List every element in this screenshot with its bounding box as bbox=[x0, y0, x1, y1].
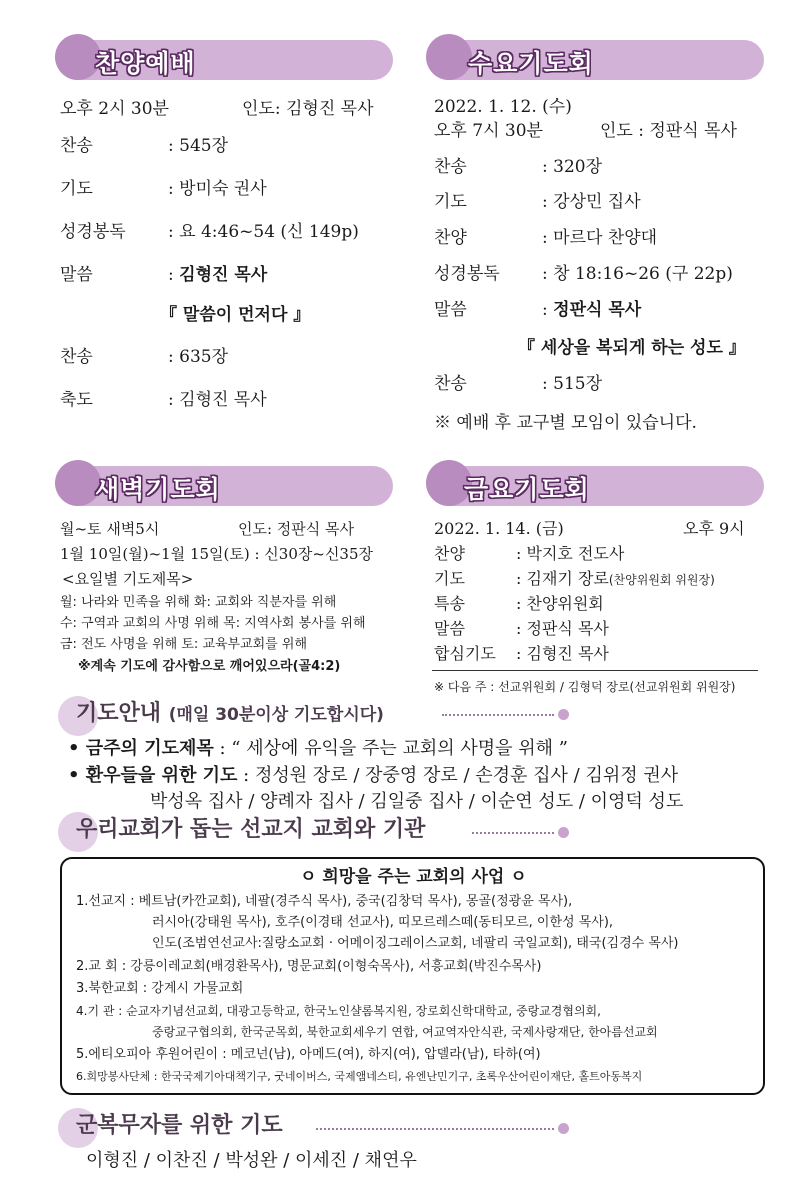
dawn-line: 금: 전도 사명을 위해 토: 교육부교회를 위해 bbox=[60, 637, 308, 652]
wednesday-row: 기도 : 강상민 집사 bbox=[434, 192, 641, 212]
dawn-line: 월: 나라와 민족을 위해 화: 교회와 직분자를 위해 bbox=[60, 595, 337, 610]
friday-date: 2022. 1. 14. (금) bbox=[434, 519, 564, 538]
wednesday-row: 찬양 : 마르다 찬양대 bbox=[434, 228, 658, 248]
missions-line: 2.교 회 : 강릉이레교회(배경환목사), 명문교회(이형숙목사), 서흥교회(박진수목사) bbox=[76, 959, 542, 974]
sunday-leader: 인도: 김형진 목사 bbox=[242, 99, 374, 119]
dawn-verse: ※계속 기도에 감사함으로 깨어있으라(골4:2) bbox=[78, 659, 341, 674]
friday-row: 찬양 : 박지호 전도사 bbox=[434, 544, 625, 563]
prayer-sick-line1: : 정성원 장로 / 장중영 장로 / 손경훈 집사 / 김위정 권사 bbox=[243, 765, 679, 786]
missions-line: 5.에티오피아 후원어린이 : 메코넌(남), 아메드(여), 하지(여), 압델라(남), 타하(여) bbox=[76, 1047, 541, 1062]
missions-line: 1.선교지 : 베트남(카깐교회), 네팔(경주식 목사), 중국(김창덕 목사), 몽골(정광윤 목사), bbox=[76, 894, 573, 909]
sunday-row: 찬송 : 635장 bbox=[60, 347, 229, 367]
friday-header-title: 금요기도회 bbox=[464, 475, 590, 504]
row-value: 박지호 전도사 bbox=[526, 544, 625, 563]
row-label: 성경봉독 bbox=[60, 222, 126, 242]
row-label: 합심기도 bbox=[434, 644, 496, 663]
heading-dotted-line bbox=[442, 714, 554, 716]
row-value: 545장 bbox=[179, 136, 229, 156]
dawn-header-title: 새벽기도회 bbox=[95, 475, 221, 504]
prayer-sick bbox=[68, 765, 678, 787]
wednesday-header bbox=[428, 40, 764, 80]
wednesday-header-title: 수요기도회 bbox=[468, 49, 594, 78]
prayer-sick-label: • 환우들을 위한 기도 bbox=[68, 765, 238, 786]
row-label: 기도 bbox=[434, 569, 465, 588]
sunday-row: 말씀 : 김형진 목사 bbox=[60, 265, 268, 285]
row-label: 말씀 bbox=[434, 619, 465, 638]
missions-line: 인도(조범연선교사:질랑소교회 · 어메이징그레이스교회, 네팔리 국일교회), 태국(김경수 목사) bbox=[152, 936, 679, 951]
row-value: 강상민 집사 bbox=[553, 192, 641, 212]
row-value: 찬양위원회 bbox=[526, 594, 604, 613]
row-value: 정판식 목사 bbox=[526, 619, 609, 638]
row-label: 성경봉독 bbox=[434, 264, 500, 284]
dawn-subtitle: <요일별 기도제목> bbox=[62, 570, 194, 588]
sunday-header bbox=[57, 40, 393, 80]
row-label: 말씀 bbox=[60, 265, 93, 285]
row-label: 찬양 bbox=[434, 228, 467, 248]
military-names: 이형진 / 이찬진 / 박성완 / 이세진 / 채연우 bbox=[86, 1150, 417, 1171]
friday-row: 특송 : 찬양위원회 bbox=[434, 594, 604, 613]
sunday-row: 성경봉독 : 요 4:46~54 (신 149p) bbox=[60, 222, 359, 242]
sunday-row: 찬송 : 545장 bbox=[60, 136, 229, 156]
dawn-range: 1월 10일(월)~1월 15일(토) : 신30장~신35장 bbox=[60, 545, 374, 563]
row-value: 창 18:16~26 (구 22p) bbox=[553, 264, 733, 284]
prayer-guide-title: 기도안내 bbox=[76, 701, 162, 726]
row-value: 635장 bbox=[179, 347, 229, 367]
friday-next: ※ 다음 주 : 선교위원회 / 김형덕 장로(선교위원회 위원장) bbox=[434, 680, 736, 694]
missions-heading bbox=[58, 812, 425, 843]
row-label: 기도 bbox=[60, 179, 93, 199]
military-title: 군복무자를 위한 기도 bbox=[76, 1113, 283, 1138]
missions-line: 3.북한교회 : 강계시 가물교회 bbox=[76, 981, 244, 996]
row-label: 말씀 bbox=[434, 300, 467, 320]
prayer-topic-label: • 금주의 기도제목 bbox=[68, 738, 214, 759]
row-label: 찬송 bbox=[60, 347, 93, 367]
missions-line: 4.기 관 : 순교자기념선교회, 대광고등학교, 한국노인샬롬복지원, 장로회신학대학교, 중랑교경협의회, bbox=[76, 1004, 601, 1018]
prayer-sick-line2: 박성옥 집사 / 양례자 집사 / 김일중 집사 / 이순연 성도 / 이영덕 성도 bbox=[150, 791, 684, 812]
wednesday-sermon-title: 『 세상을 복되게 하는 성도 』 bbox=[518, 338, 746, 358]
row-label: 특송 bbox=[434, 594, 465, 613]
sunday-row: 축도 : 김형진 목사 bbox=[60, 390, 267, 410]
prayer-guide-subtitle: (매일 30분이상 기도합시다) bbox=[168, 705, 384, 725]
heading-dotted-line bbox=[472, 832, 554, 834]
row-value: 정판식 목사 bbox=[553, 300, 642, 320]
missions-line: 중랑교구협의회, 한국군목회, 북한교회세우기 연합, 여교역자안식관, 국제사랑재단, 한아름선교회 bbox=[152, 1025, 658, 1039]
wednesday-row: 찬송 : 515장 bbox=[434, 374, 603, 394]
row-label: 찬송 bbox=[434, 374, 467, 394]
friday-row: 기도 : 김재기 장로(찬양위원회 위원장) bbox=[434, 569, 715, 588]
military-heading bbox=[58, 1108, 283, 1139]
row-label: 찬송 bbox=[434, 157, 467, 177]
row-value: 515장 bbox=[553, 374, 603, 394]
row-label: 축도 bbox=[60, 390, 93, 410]
row-value: 방미숙 권사 bbox=[179, 179, 267, 199]
friday-row: 합심기도 : 김형진 목사 bbox=[434, 644, 609, 663]
row-value: 김형진 목사 bbox=[179, 390, 267, 410]
sunday-sermon-title: 『 말씀이 먼저다 』 bbox=[160, 305, 311, 325]
sunday-time: 오후 2시 30분 bbox=[60, 99, 169, 119]
row-value: 김형진 목사 bbox=[526, 644, 609, 663]
wednesday-row: 찬송 : 320장 bbox=[434, 157, 603, 177]
sunday-header-title: 찬양예배 bbox=[95, 49, 196, 78]
dawn-line: 수: 구역과 교회의 사명 위해 목: 지역사회 봉사를 위해 bbox=[60, 616, 366, 631]
heading-end-dot-icon bbox=[558, 827, 569, 838]
wednesday-note: ※ 예배 후 교구별 모임이 있습니다. bbox=[434, 413, 697, 433]
prayer-guide-heading bbox=[58, 696, 384, 727]
wednesday-date: 2022. 1. 12. (수) bbox=[434, 97, 572, 117]
missions-box-title: ㅇ 희망을 주는 교회의 사업 ㅇ bbox=[300, 867, 527, 887]
row-value: 김재기 장로 bbox=[526, 569, 609, 588]
friday-time: 오후 9시 bbox=[683, 519, 745, 538]
friday-row: 말씀 : 정판식 목사 bbox=[434, 619, 609, 638]
prayer-topic-text: : “ 세상에 유익을 주는 교회의 사명을 위해 ” bbox=[219, 738, 568, 759]
friday-divider bbox=[432, 670, 758, 671]
missions-line: 6.희망봉사단체 : 한국국제기아대책기구, 굿네이버스, 국제앰네스티, 유엔난민기구, 초록우산어린이재단, 홀트아동복지 bbox=[76, 1070, 643, 1083]
row-label: 기도 bbox=[434, 192, 467, 212]
prayer-topic bbox=[68, 738, 568, 760]
dawn-leader: 인도: 정판식 목사 bbox=[238, 520, 355, 538]
wednesday-row: 말씀 : 정판식 목사 bbox=[434, 300, 642, 320]
heading-end-dot-icon bbox=[558, 1123, 569, 1134]
dawn-days: 월~토 새벽5시 bbox=[60, 520, 160, 538]
missions-title: 우리교회가 돕는 선교지 교회와 기관 bbox=[76, 817, 426, 842]
wednesday-leader: 인도 : 정판식 목사 bbox=[600, 121, 737, 141]
missions-line: 러시아(강태원 목사), 호주(이경태 선교사), 띠모르레스떼(동티모르, 이한성 목사), bbox=[152, 915, 614, 930]
row-label: 찬송 bbox=[60, 136, 93, 156]
wednesday-row: 성경봉독 : 창 18:16~26 (구 22p) bbox=[434, 264, 733, 284]
row-label: 찬양 bbox=[434, 544, 465, 563]
row-value: 김형진 목사 bbox=[179, 265, 268, 285]
row-value: 요 4:46~54 (신 149p) bbox=[179, 222, 359, 242]
row-extra: (찬양위원회 위원장) bbox=[608, 573, 715, 587]
row-value: 마르다 찬양대 bbox=[553, 228, 658, 248]
heading-end-dot-icon bbox=[558, 709, 569, 720]
header-dot-icon bbox=[426, 34, 472, 80]
row-value: 320장 bbox=[553, 157, 603, 177]
sunday-row: 기도 : 방미숙 권사 bbox=[60, 179, 267, 199]
friday-header bbox=[428, 466, 764, 506]
dawn-header bbox=[57, 466, 393, 506]
heading-dotted-line bbox=[316, 1128, 554, 1130]
wednesday-time: 오후 7시 30분 bbox=[434, 121, 543, 141]
